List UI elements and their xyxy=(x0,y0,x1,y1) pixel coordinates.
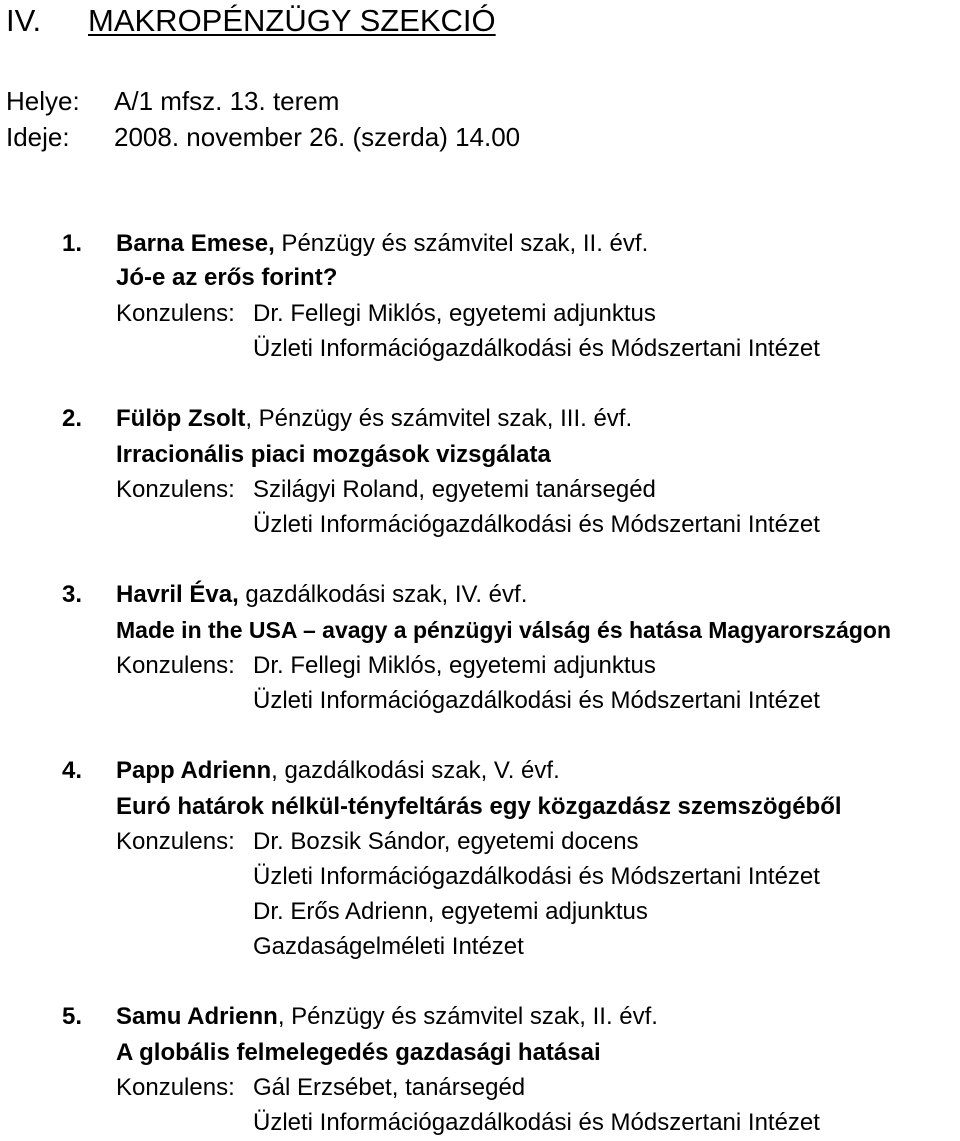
entry-number: 5. xyxy=(62,1003,83,1030)
student-line xyxy=(116,583,527,607)
section-heading xyxy=(6,5,496,36)
student-name: Papp Adrienn xyxy=(116,757,272,784)
thesis-title: A globális felmelegedés gazdasági hatásai xyxy=(116,1039,601,1066)
institute-name: Üzleti Információgazdálkodási és Módszertani Intézet xyxy=(253,687,820,714)
student-name: Barna Emese, xyxy=(116,230,275,257)
institute-name: Üzleti Információgazdálkodási és Módszertani Intézet xyxy=(253,511,820,538)
student-program: , Pénzügy és számvitel szak, III. évf. xyxy=(245,405,633,432)
time-value: 2008. november 26. (szerda) 14.00 xyxy=(114,122,521,152)
thesis-title: Jó-e az erős forint? xyxy=(116,264,338,291)
section-number: IV. xyxy=(6,3,42,38)
student-program: , Pénzügy és számvitel szak, II. évf. xyxy=(277,1003,658,1030)
time-label: Ideje: xyxy=(6,122,70,152)
institute-name: Üzleti Információgazdálkodási és Módszertani Intézet xyxy=(253,335,820,362)
advisor-label: Konzulens: xyxy=(116,300,235,327)
advisor-name: Dr. Bozsik Sándor, egyetemi docens xyxy=(253,828,639,855)
advisor-label: Konzulens: xyxy=(116,652,235,679)
student-name: Samu Adrienn xyxy=(116,1003,278,1030)
entry-number: 2. xyxy=(62,405,83,432)
institute-name-2: Gazdaságelméleti Intézet xyxy=(253,933,524,960)
student-line xyxy=(116,407,632,431)
student-program: Pénzügy és számvitel szak, II. évf. xyxy=(274,230,649,257)
student-program: gazdálkodási szak, IV. évf. xyxy=(238,581,528,608)
student-name: Havril Éva, xyxy=(116,581,239,608)
advisor-label: Konzulens: xyxy=(116,828,235,855)
advisor-label: Konzulens: xyxy=(116,1074,235,1101)
student-line xyxy=(116,759,560,783)
thesis-title: Made in the USA – avagy a pénzügyi válság és hatása Magyarországon xyxy=(116,617,892,643)
advisor-name: Gál Erzsébet, tanársegéd xyxy=(253,1074,526,1101)
entry-number: 1. xyxy=(62,230,83,257)
institute-name: Üzleti Információgazdálkodási és Módszertani Intézet xyxy=(253,1109,820,1136)
institute-name: Üzleti Információgazdálkodási és Módszertani Intézet xyxy=(253,863,820,890)
entry-number: 3. xyxy=(62,581,83,608)
advisor-name-2: Dr. Erős Adrienn, egyetemi adjunktus xyxy=(253,898,648,925)
thesis-title: Euró határok nélkül-tényfeltárás egy közgazdász szemszögéből xyxy=(116,793,842,820)
student-line xyxy=(116,232,648,256)
section-title: MAKROPÉNZÜGY SZEKCIÓ xyxy=(88,3,496,38)
thesis-title: Irracionális piaci mozgások vizsgálata xyxy=(116,441,551,468)
advisor-name: Dr. Fellegi Miklós, egyetemi adjunktus xyxy=(253,652,656,679)
place-value: A/1 mfsz. 13. terem xyxy=(114,86,340,116)
advisor-name: Szilágyi Roland, egyetemi tanársegéd xyxy=(253,476,656,503)
student-program: , gazdálkodási szak, V. évf. xyxy=(271,757,560,784)
place-label: Helye: xyxy=(6,86,80,116)
entry-number: 4. xyxy=(62,757,83,784)
student-line xyxy=(116,1005,658,1029)
advisor-label: Konzulens: xyxy=(116,476,235,503)
student-name: Fülöp Zsolt xyxy=(116,405,246,432)
advisor-name: Dr. Fellegi Miklós, egyetemi adjunktus xyxy=(253,300,656,327)
